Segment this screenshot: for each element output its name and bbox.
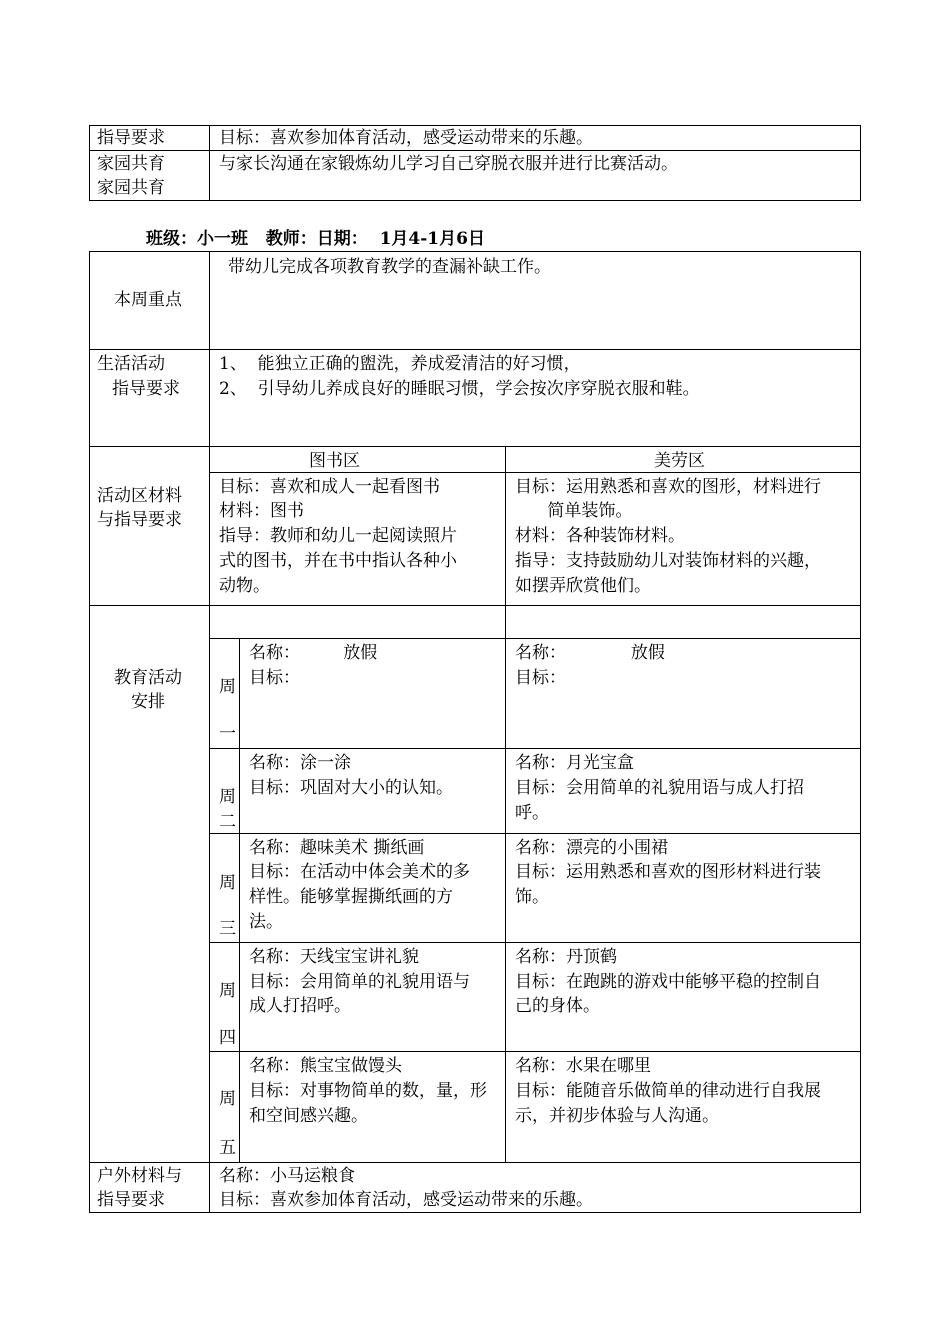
edu-label: 教育活动: [114, 668, 182, 688]
guidance-content: 目标：喜欢参加体育活动，感受运动带来的乐趣。: [219, 128, 593, 148]
activity-right-line: 目标：能随音乐做简单的律动进行自我展: [515, 1081, 821, 1101]
activity-left-line: 目标：对事物简单的数，量，形: [249, 1081, 487, 1101]
outdoor-name: 名称：小马运粮食: [219, 1166, 355, 1186]
activity-right-line: 目标：运用熟悉和喜欢的图形材料进行装: [515, 862, 821, 882]
life-item: 1、 能独立正确的盥洗，养成爱清洁的好习惯，: [219, 354, 581, 374]
library-area-title: 图书区: [309, 451, 360, 471]
activity-left-line: 成人打招呼。: [249, 996, 351, 1016]
art-area-line: 材料：各种装饰材料。: [515, 526, 685, 546]
day-label: 五: [219, 1138, 236, 1158]
life-label: 生活活动: [97, 354, 165, 374]
activity-left-line: 名称：趣味美术 撕纸画: [249, 838, 425, 858]
activity-right-line: 目标：在跑跳的游戏中能够平稳的控制自: [515, 972, 821, 992]
activity-left-line: 名称：天线宝宝讲礼貌: [249, 947, 419, 967]
area-label: 活动区材料: [97, 486, 182, 506]
outdoor-label-sub: 指导要求: [97, 1190, 165, 1210]
guidance-label: 指导要求: [97, 128, 165, 148]
home-coop-label: 家园共育: [97, 154, 165, 174]
activity-right-line: 名称：丹顶鹤: [515, 947, 617, 967]
art-area-title: 美劳区: [654, 451, 705, 471]
edu-label-sub: 安排: [131, 692, 165, 712]
activity-right-line: 目标：: [515, 668, 566, 688]
activity-right-line: 目标：会用简单的礼貌用语与成人打招: [515, 778, 804, 798]
activity-left-line: 名称： 放假: [249, 643, 378, 663]
activity-right-line: 己的身体。: [515, 996, 600, 1016]
activity-right-line: 呼。: [515, 803, 549, 823]
activity-left-line: 目标：: [249, 668, 300, 688]
outdoor-label: 户外材料与: [97, 1166, 182, 1186]
activity-left-line: 名称：熊宝宝做馒头: [249, 1056, 402, 1076]
class-header: 班级：小一班 教师：日期： 1月4-1月6日: [146, 229, 485, 249]
area-label-sub: 与指导要求: [97, 510, 182, 530]
day-label: 二: [219, 812, 236, 832]
art-area-line: 目标：运用熟悉和喜欢的图形，材料进行: [515, 477, 821, 497]
activity-left-line: 目标：巩固对大小的认知。: [249, 778, 453, 798]
activity-left-line: 名称：涂一涂: [249, 753, 351, 773]
focus-content: 带幼儿完成各项教育教学的查漏补缺工作。: [228, 257, 551, 277]
activity-left-line: 和空间感兴趣。: [249, 1106, 368, 1126]
art-area-line: 指导：支持鼓励幼儿对装饰材料的兴趣，: [515, 551, 821, 571]
activity-left-line: 目标：在活动中体会美术的多: [249, 862, 470, 882]
day-label: 周: [219, 677, 236, 697]
library-area-line: 目标：喜欢和成人一起看图书: [219, 477, 440, 497]
life-label-sub: 指导要求: [112, 379, 180, 399]
day-label: 周: [219, 873, 236, 893]
activity-right-line: 示，并初步体验与人沟通。: [515, 1106, 719, 1126]
day-label: 周: [219, 787, 236, 807]
home-coop-content: 与家长沟通在家锻炼幼儿学习自己穿脱衣服并进行比赛活动。: [219, 154, 678, 174]
activity-right-line: 饰。: [515, 887, 549, 907]
library-area-line: 式的图书，并在书中指认各种小: [219, 551, 457, 571]
library-area-line: 材料：图书: [219, 501, 304, 521]
outdoor-goal: 目标：喜欢参加体育活动，感受运动带来的乐趣。: [219, 1190, 593, 1210]
life-item: 2、 引导幼儿养成良好的睡眠习惯，学会按次序穿脱衣服和鞋。: [219, 379, 700, 399]
focus-label: 本周重点: [114, 290, 182, 310]
activity-right-line: 名称：漂亮的小围裙: [515, 838, 668, 858]
home-coop-label-repeat: 家园共育: [97, 178, 165, 198]
activity-right-line: 名称：月光宝盒: [515, 753, 634, 773]
activity-left-line: 目标：会用简单的礼貌用语与: [249, 972, 470, 992]
activity-right-line: 名称： 放假: [515, 643, 665, 663]
art-area-line: 简单装饰。: [515, 501, 633, 521]
library-area-line: 动物。: [219, 576, 270, 596]
activity-left-line: 样性。能够掌握撕纸画的方: [249, 887, 453, 907]
day-label: 一: [219, 724, 236, 744]
day-label: 周: [219, 1089, 236, 1109]
library-area-line: 指导：教师和幼儿一起阅读照片: [219, 526, 457, 546]
activity-right-line: 名称：水果在哪里: [515, 1056, 651, 1076]
activity-left-line: 法。: [249, 912, 283, 932]
day-label: 周: [219, 981, 236, 1001]
day-label: 四: [219, 1028, 236, 1048]
art-area-line: 如摆弄欣赏他们。: [515, 576, 651, 596]
day-label: 三: [219, 919, 236, 939]
